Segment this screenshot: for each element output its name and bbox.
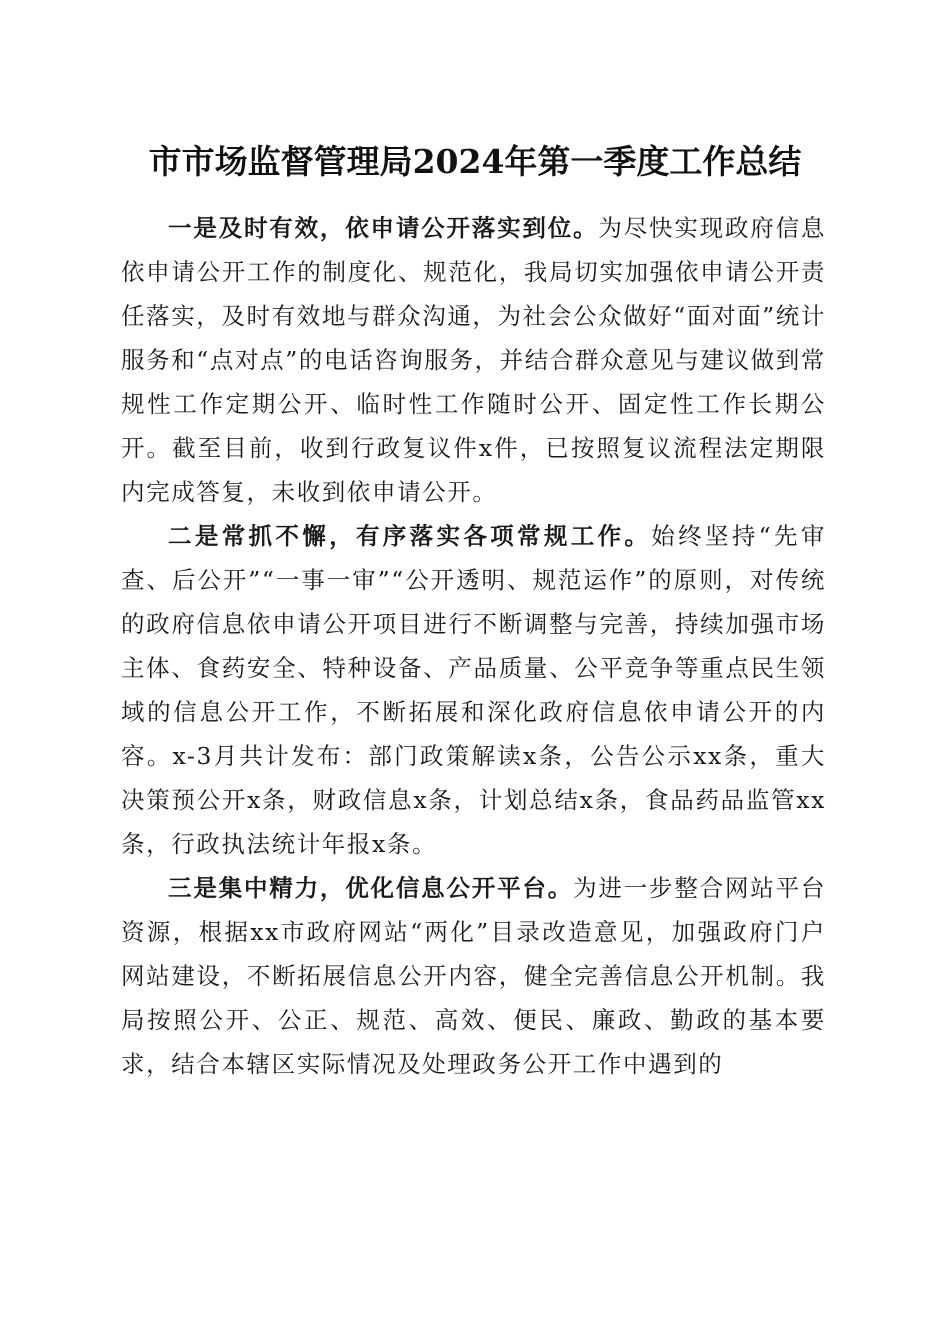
paragraph-3-text: 为进一步整合网站平台资源，根据xx市政府网站“两化”目录改造意见，加强政府门户网站建设，不断拓展信息公开内容，健全完善信息公开机制。我局按照公开、公正、规范、高效、便民、廉政、勤政的基本要求，结合本辖区实际情况及处理政务公开工作中遇到的	[121, 874, 827, 1078]
paragraph-1-text: 为尽快实现政府信息依申请公开工作的制度化、规范化，我局切实加强依申请公开责任落实，及时有效地与群众沟通，为社会公众做好“面对面”统计服务和“点对点”的电话咨询服务，并结合群众意见与建议做到常规性工作定期公开、临时性工作随时公开、固定性工作长期公开。截至目前，收到行政复议件x件，已按照复议流程法定期限内完成答复，未收到依申请公开。	[121, 214, 826, 506]
paragraph-2	[121, 514, 826, 866]
paragraph-3-lead: 三是集中精力，优化信息公开平台。	[168, 874, 574, 902]
paragraph-1	[121, 206, 826, 514]
paragraph-2-lead: 二是常抓不懈，有序落实各项常规工作。	[168, 522, 652, 550]
paragraph-3	[121, 866, 826, 1086]
document-body	[121, 206, 826, 1086]
paragraph-1-lead: 一是及时有效，依申请公开落实到位。	[168, 214, 599, 242]
document-title: 市市场监督管理局2024年第一季度工作总结	[148, 142, 802, 181]
paragraph-2-text: 始终坚持“先审查、后公开”“一事一审”“公开透明、规范运作”的原则，对传统的政府信息依申请公开项目进行不断调整与完善，持续加强市场主体、食药安全、特种设备、产品质量、公平竞争等重点民生领域的信息公开工作，不断拓展和深化政府信息依申请公开的内容。x-3月共计发布：部门政策解读x条，公告公示xx条，重大决策预公开x条，财政信息x条，计划总结x条，食品药品监管xx条，行政执法统计年报x条。	[121, 522, 826, 858]
